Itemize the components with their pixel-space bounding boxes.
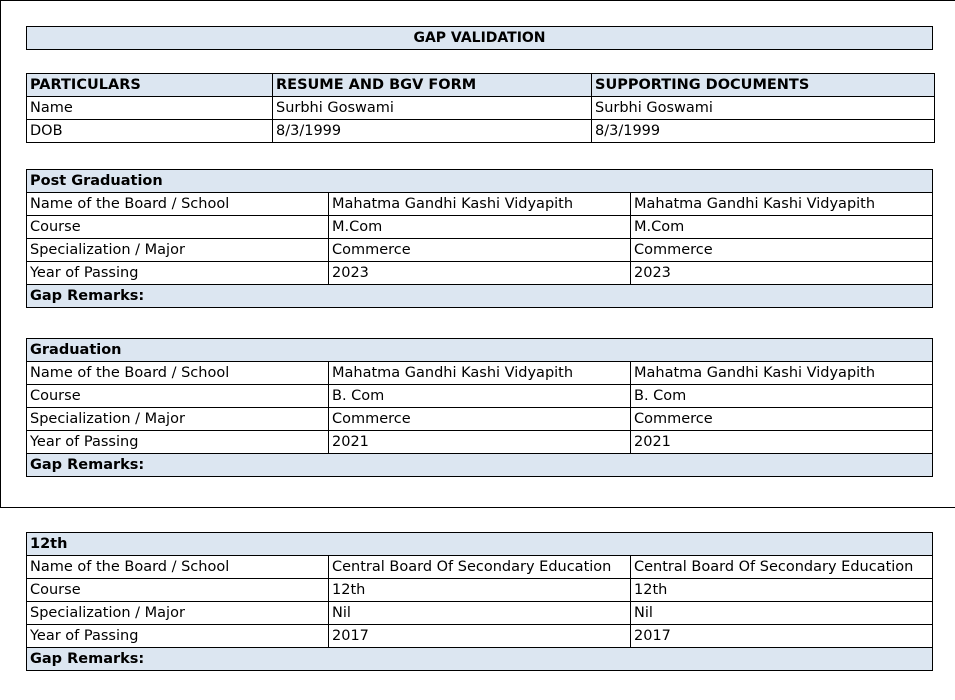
- row-label: Year of Passing: [27, 625, 329, 648]
- column-header-resume: RESUME AND BGV FORM: [273, 74, 592, 97]
- gap-remarks-label: Gap Remarks:: [27, 648, 933, 671]
- supporting-value: Nil: [631, 602, 933, 625]
- supporting-value: Commerce: [631, 239, 933, 262]
- gap-remarks-row: [27, 285, 933, 308]
- supporting-value: Central Board Of Secondary Education: [631, 556, 933, 579]
- resume-value: 2021: [329, 431, 631, 454]
- row-label: Specialization / Major: [27, 408, 329, 431]
- row-label: Course: [27, 385, 329, 408]
- supporting-value: 2017: [631, 625, 933, 648]
- particulars-table: [26, 73, 935, 143]
- supporting-value: Mahatma Gandhi Kashi Vidyapith: [631, 362, 933, 385]
- section-table: [26, 338, 933, 477]
- resume-value: 2017: [329, 625, 631, 648]
- table-row: [27, 556, 933, 579]
- section-heading: 12th: [27, 533, 933, 556]
- supporting-value: 8/3/1999: [592, 120, 935, 143]
- section-12th: [26, 532, 933, 671]
- table-row: [27, 216, 933, 239]
- resume-value: Commerce: [329, 408, 631, 431]
- table-row: [27, 239, 933, 262]
- row-label: Name of the Board / School: [27, 556, 329, 579]
- row-label: Year of Passing: [27, 262, 329, 285]
- supporting-value: 12th: [631, 579, 933, 602]
- row-label: Name: [27, 97, 273, 120]
- table-row: [27, 431, 933, 454]
- supporting-value: 2021: [631, 431, 933, 454]
- section-table: [26, 532, 933, 671]
- table-row: [27, 602, 933, 625]
- section-heading-row: [27, 339, 933, 362]
- row-label: Specialization / Major: [27, 239, 329, 262]
- supporting-value: Surbhi Goswami: [592, 97, 935, 120]
- resume-value: M.Com: [329, 216, 631, 239]
- resume-value: Mahatma Gandhi Kashi Vidyapith: [329, 362, 631, 385]
- resume-value: Central Board Of Secondary Education: [329, 556, 631, 579]
- gap-remarks-row: [27, 454, 933, 477]
- resume-value: Surbhi Goswami: [273, 97, 592, 120]
- supporting-value: Mahatma Gandhi Kashi Vidyapith: [631, 193, 933, 216]
- table-row-dob: [27, 120, 935, 143]
- row-label: Name of the Board / School: [27, 193, 329, 216]
- supporting-value: B. Com: [631, 385, 933, 408]
- column-header-supporting: SUPPORTING DOCUMENTS: [592, 74, 935, 97]
- row-label: Course: [27, 216, 329, 239]
- supporting-value: Commerce: [631, 408, 933, 431]
- table-row: [27, 362, 933, 385]
- resume-value: Nil: [329, 602, 631, 625]
- resume-value: Mahatma Gandhi Kashi Vidyapith: [329, 193, 631, 216]
- supporting-value: M.Com: [631, 216, 933, 239]
- section-post-graduation: [26, 169, 933, 308]
- row-label: Name of the Board / School: [27, 362, 329, 385]
- table-row: [27, 408, 933, 431]
- particulars-header-row: [27, 74, 935, 97]
- row-label: Year of Passing: [27, 431, 329, 454]
- supporting-value: 2023: [631, 262, 933, 285]
- section-heading-row: [27, 533, 933, 556]
- table-row: [27, 579, 933, 602]
- table-row: [27, 262, 933, 285]
- header-table-block: [26, 73, 933, 143]
- section-graduation: [26, 338, 933, 477]
- table-row-name: [27, 97, 935, 120]
- page-title: GAP VALIDATION: [26, 26, 933, 50]
- title-block: [26, 26, 933, 50]
- resume-value: 8/3/1999: [273, 120, 592, 143]
- section-heading: Post Graduation: [27, 170, 933, 193]
- resume-value: B. Com: [329, 385, 631, 408]
- row-label: DOB: [27, 120, 273, 143]
- gap-remarks-row: [27, 648, 933, 671]
- resume-value: 2023: [329, 262, 631, 285]
- section-heading: Graduation: [27, 339, 933, 362]
- resume-value: 12th: [329, 579, 631, 602]
- resume-value: Commerce: [329, 239, 631, 262]
- table-row: [27, 193, 933, 216]
- section-heading-row: [27, 170, 933, 193]
- table-row: [27, 385, 933, 408]
- row-label: Specialization / Major: [27, 602, 329, 625]
- gap-remarks-label: Gap Remarks:: [27, 454, 933, 477]
- row-label: Course: [27, 579, 329, 602]
- section-table: [26, 169, 933, 308]
- gap-remarks-label: Gap Remarks:: [27, 285, 933, 308]
- column-header-particulars: PARTICULARS: [27, 74, 273, 97]
- table-row: [27, 625, 933, 648]
